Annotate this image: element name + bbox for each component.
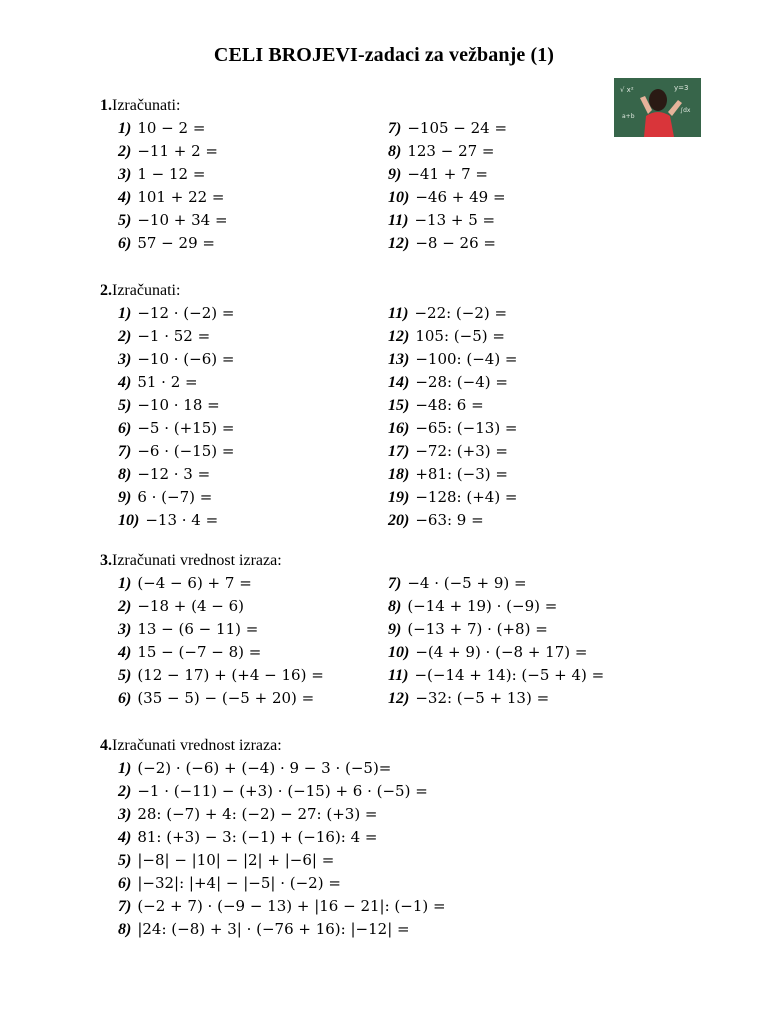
problem-row: [100, 780, 428, 803]
problem-expression: (−2 + 7) · (−9 − 13) + |16 − 21|: (−1) =: [137, 897, 446, 915]
problem-number: 1): [118, 760, 132, 777]
problem-expression: −(−14 + 14): (−5 + 4) =: [414, 666, 605, 684]
section-heading: [100, 550, 282, 572]
problem-expression: −48: 6 =: [415, 396, 484, 414]
problem-item: [118, 641, 261, 664]
svg-text:√ x²: √ x²: [620, 86, 634, 94]
problem-number: 8): [388, 598, 402, 615]
problem-expression: −105 − 24 =: [407, 119, 508, 137]
problem-number: 4): [118, 644, 132, 661]
section-instruction: Izračunati vrednost izraza:: [112, 737, 282, 754]
problem-expression: −10 + 34 =: [137, 211, 228, 229]
svg-text:y=3: y=3: [674, 84, 689, 92]
problem-row: [100, 140, 495, 163]
problem-number: 20): [388, 512, 410, 529]
problem-row: [100, 117, 508, 140]
problem-number: 3): [118, 806, 132, 823]
problem-number: 7): [118, 443, 132, 460]
problem-number: 5): [118, 212, 132, 229]
problem-expression: −72: (+3) =: [415, 442, 508, 460]
problem-row: [100, 826, 378, 849]
problem-expression: −100: (−4) =: [415, 350, 518, 368]
problem-expression: +81: (−3) =: [415, 465, 508, 483]
problem-item: [388, 440, 508, 463]
problem-item: [118, 826, 378, 849]
problem-item: [118, 918, 410, 941]
problem-number: 2): [118, 783, 132, 800]
exercise-section-2: [100, 280, 518, 532]
problem-item: [388, 417, 518, 440]
problem-expression: −4 · (−5 + 9) =: [407, 574, 527, 592]
exercise-section-3: [100, 550, 605, 710]
problem-expression: 10 − 2 =: [137, 119, 206, 137]
problem-expression: −128: (+4) =: [415, 488, 518, 506]
problem-expression: −65: (−13) =: [415, 419, 518, 437]
problem-number: 17): [388, 443, 410, 460]
problem-expression: −13 · 4 =: [145, 511, 219, 529]
problem-item: [118, 209, 228, 232]
problem-number: 10): [118, 512, 140, 529]
problem-item: [118, 757, 391, 780]
section-number: 4.: [100, 737, 112, 754]
problem-number: 12): [388, 235, 410, 252]
problem-row: [100, 186, 506, 209]
problem-item: [118, 117, 205, 140]
problem-item: [388, 302, 507, 325]
problem-row: [100, 595, 558, 618]
problem-number: 9): [388, 621, 402, 638]
problem-expression: −8 − 26 =: [415, 234, 496, 252]
problem-row: [100, 872, 341, 895]
problem-row: [100, 232, 496, 255]
problem-expression: −6 · (−15) =: [137, 442, 235, 460]
problem-item: [388, 186, 506, 209]
problem-number: 5): [118, 667, 132, 684]
problem-item: [388, 486, 518, 509]
problem-expression: (12 − 17) + (+4 − 16) =: [137, 666, 324, 684]
problem-expression: −12 · 3 =: [137, 465, 211, 483]
problem-expression: −1 · (−11) − (+3) · (−15) + 6 · (−5) =: [137, 782, 428, 800]
problem-item: [388, 572, 527, 595]
problem-item: [118, 687, 314, 710]
problem-item: [118, 463, 210, 486]
problem-expression: −46 + 49 =: [415, 188, 506, 206]
problem-item: [118, 486, 212, 509]
problem-item: [118, 417, 234, 440]
problem-expression: (−14 + 19) · (−9) =: [407, 597, 558, 615]
problem-expression: −(4 + 9) · (−8 + 17) =: [415, 643, 588, 661]
title-bold: CELI BROJEVI: [213, 44, 358, 66]
problem-number: 6): [118, 235, 132, 252]
problem-number: 1): [118, 120, 132, 137]
problem-number: 2): [118, 328, 132, 345]
problem-number: 2): [118, 598, 132, 615]
section-number: 1.: [100, 97, 112, 114]
problem-number: 3): [118, 351, 132, 368]
problem-item: [118, 780, 428, 803]
problem-number: 12): [388, 690, 410, 707]
problem-number: 12): [388, 328, 410, 345]
problem-row: [100, 325, 505, 348]
problem-item: [118, 186, 225, 209]
problem-number: 4): [118, 829, 132, 846]
problem-number: 10): [388, 189, 410, 206]
problem-number: 2): [118, 143, 132, 160]
problem-expression: (−13 + 7) · (+8) =: [407, 620, 548, 638]
problem-expression: −41 + 7 =: [407, 165, 488, 183]
problem-row: [100, 302, 508, 325]
problem-item: [118, 509, 218, 532]
problem-row: [100, 209, 496, 232]
exercise-section-4: [100, 735, 446, 941]
problem-number: 5): [118, 397, 132, 414]
problem-item: [118, 348, 234, 371]
problem-row: [100, 803, 378, 826]
problem-expression: (35 − 5) − (−5 + 20) =: [137, 689, 315, 707]
problem-expression: 51 · 2 =: [137, 373, 198, 391]
problem-item: [118, 849, 334, 872]
problem-row: [100, 440, 508, 463]
problem-item: [388, 509, 484, 532]
problem-expression: 13 − (6 − 11) =: [137, 620, 259, 638]
problem-item: [118, 394, 220, 417]
exercise-section-1: [100, 95, 508, 255]
section-heading: [100, 280, 180, 302]
problem-row: [100, 348, 518, 371]
problem-item: [118, 895, 446, 918]
problem-expression: 1 − 12 =: [137, 165, 206, 183]
problem-item: [388, 209, 495, 232]
problem-expression: 101 + 22 =: [137, 188, 225, 206]
section-instruction: Izračunati:: [112, 97, 181, 114]
problem-item: [388, 348, 518, 371]
problem-number: 11): [388, 212, 409, 229]
problem-expression: 123 − 27 =: [407, 142, 495, 160]
problem-number: 11): [388, 305, 409, 322]
problem-row: [100, 417, 518, 440]
section-number: 2.: [100, 282, 112, 299]
title-rest: -zadaci za vežbanje (1): [357, 44, 555, 66]
problem-expression: |−8| − |10| − |2| + |−6| =: [137, 851, 335, 869]
problem-row: [100, 618, 548, 641]
problem-row: [100, 918, 410, 941]
problem-number: 1): [118, 305, 132, 322]
problem-expression: 6 · (−7) =: [137, 488, 213, 506]
problem-number: 9): [118, 489, 132, 506]
problem-item: [118, 618, 258, 641]
problem-expression: |−32|: |+4| − |−5| · (−2) =: [137, 874, 341, 892]
problem-expression: 28: (−7) + 4: (−2) − 27: (+3) =: [137, 805, 378, 823]
problem-expression: (−4 − 6) + 7 =: [137, 574, 252, 592]
problem-number: 9): [388, 166, 402, 183]
problem-expression: −63: 9 =: [415, 511, 484, 529]
problem-number: 10): [388, 644, 410, 661]
problem-expression: 57 − 29 =: [137, 234, 215, 252]
problem-item: [388, 140, 495, 163]
problem-expression: −11 + 2 =: [137, 142, 218, 160]
problem-expression: (−2) · (−6) + (−4) · 9 − 3 · (−5)=: [137, 759, 392, 777]
problem-number: 7): [118, 898, 132, 915]
problem-number: 3): [118, 166, 132, 183]
problem-item: [118, 302, 234, 325]
section-instruction: Izračunati vrednost izraza:: [112, 552, 282, 569]
problem-number: 6): [118, 690, 132, 707]
problem-item: [388, 595, 557, 618]
problem-number: 8): [118, 921, 132, 938]
problem-expression: 105: (−5) =: [415, 327, 505, 345]
problem-item: [388, 371, 508, 394]
problem-expression: −10 · 18 =: [137, 396, 220, 414]
problem-item: [388, 117, 507, 140]
problem-item: [118, 440, 234, 463]
problem-expression: 15 − (−7 − 8) =: [137, 643, 262, 661]
problem-item: [388, 325, 505, 348]
problem-expression: −12 · (−2) =: [137, 304, 235, 322]
problem-number: 11): [388, 667, 409, 684]
problem-number: 7): [388, 575, 402, 592]
problem-row: [100, 463, 508, 486]
problem-row: [100, 163, 488, 186]
problem-item: [118, 371, 198, 394]
problem-item: [118, 664, 324, 687]
problem-item: [118, 595, 244, 618]
problem-number: 3): [118, 621, 132, 638]
problem-item: [388, 394, 484, 417]
problem-number: 15): [388, 397, 410, 414]
problem-item: [118, 232, 215, 255]
problem-item: [118, 140, 218, 163]
problem-number: 16): [388, 420, 410, 437]
problem-item: [118, 163, 205, 186]
problem-number: 19): [388, 489, 410, 506]
problem-number: 4): [118, 189, 132, 206]
problem-number: 5): [118, 852, 132, 869]
problem-item: [118, 803, 378, 826]
problem-item: [388, 463, 508, 486]
problem-expression: −28: (−4) =: [415, 373, 508, 391]
problem-item: [118, 872, 341, 895]
problem-number: 4): [118, 374, 132, 391]
problem-row: [100, 371, 508, 394]
svg-text:a+b: a+b: [622, 113, 635, 120]
problem-number: 13): [388, 351, 410, 368]
problem-number: 14): [388, 374, 410, 391]
problem-row: [100, 394, 484, 417]
problem-expression: −13 + 5 =: [414, 211, 496, 229]
student-at-chalkboard-image: [614, 78, 701, 137]
problem-item: [388, 687, 549, 710]
problem-item: [118, 325, 210, 348]
problem-expression: −22: (−2) =: [414, 304, 508, 322]
problem-expression: −18 + (4 − 6): [137, 597, 244, 615]
problem-row: [100, 895, 446, 918]
problem-number: 1): [118, 575, 132, 592]
problem-row: [100, 509, 484, 532]
problem-item: [388, 163, 488, 186]
student-at-chalkboard-illustration: [614, 78, 701, 137]
problem-expression: −10 · (−6) =: [137, 350, 235, 368]
problem-row: [100, 486, 518, 509]
problem-row: [100, 664, 605, 687]
section-instruction: Izračunati:: [112, 282, 181, 299]
problem-row: [100, 849, 335, 872]
svg-text:∫dx: ∫dx: [680, 107, 691, 114]
page-title: [0, 44, 768, 67]
problem-expression: 81: (+3) − 3: (−1) + (−16): 4 =: [137, 828, 378, 846]
problem-number: 8): [118, 466, 132, 483]
problem-item: [388, 232, 496, 255]
problem-number: 6): [118, 420, 132, 437]
problem-row: [100, 572, 527, 595]
section-number: 3.: [100, 552, 112, 569]
problem-item: [388, 641, 587, 664]
problem-number: 18): [388, 466, 410, 483]
problem-row: [100, 687, 550, 710]
section-heading: [100, 735, 282, 757]
problem-expression: −32: (−5 + 13) =: [415, 689, 550, 707]
problem-number: 7): [388, 120, 402, 137]
problem-item: [388, 618, 548, 641]
problem-number: 8): [388, 143, 402, 160]
problem-item: [118, 572, 252, 595]
section-heading: [100, 95, 180, 117]
problem-number: 6): [118, 875, 132, 892]
problem-row: [100, 757, 392, 780]
problem-expression: |24: (−8) + 3| · (−76 + 16): |−12| =: [137, 920, 410, 938]
problem-item: [388, 664, 604, 687]
problem-expression: −5 · (+15) =: [137, 419, 235, 437]
problem-row: [100, 641, 588, 664]
problem-expression: −1 · 52 =: [137, 327, 211, 345]
